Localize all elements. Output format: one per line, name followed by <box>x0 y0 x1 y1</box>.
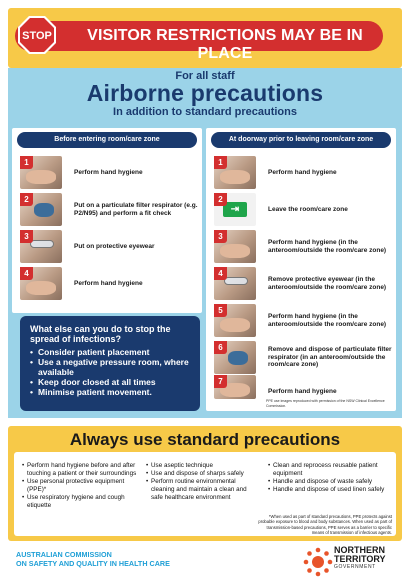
list-item: • Perform routine environmental cleaning and maintain a clean and safe healthcare environment <box>146 478 260 502</box>
step-text: Perform hand hygiene <box>74 279 143 287</box>
list-item: • Handle and dispose of used linen safely <box>268 486 392 494</box>
commission-logo <box>16 551 186 568</box>
step-number: 4 <box>214 267 227 280</box>
step-text: Put on protective eyewear <box>74 242 155 250</box>
ppe-footnote: *When used as part of standard precautions, PPE protects against probable exposure to blood and body substances. When used as part of transmission-based precautions, PPE serves as a barrier to specific means of transmission of infectious agents. <box>258 514 392 535</box>
list-item: • Consider patient placement <box>30 347 190 357</box>
page-title: Airborne precautions <box>86 80 324 106</box>
step-number: 7 <box>214 375 227 388</box>
step-text: Perform hand hygiene (in the anteroom/outside the room/care zone) <box>268 239 387 254</box>
list-item: • Use respiratory hygiene and cough etiquette <box>22 494 140 510</box>
step-number: 3 <box>20 230 33 243</box>
step-number: 5 <box>214 304 227 317</box>
step-text: Remove protective eyewear (in the anteroom/outside the room/care zone) <box>268 276 387 291</box>
list-item: • Clean and reprocess reusable patient equipment <box>268 462 392 478</box>
step-number: 1 <box>20 156 33 169</box>
list-item: • Keep door closed at all times <box>30 377 190 387</box>
step-number: 3 <box>214 230 227 243</box>
nt-line2: TERRITORY <box>334 554 386 564</box>
step-text: Perform hand hygiene <box>268 388 337 396</box>
standard-list-col1 <box>22 462 140 510</box>
stop-sign-text: STOP <box>22 30 52 42</box>
step-text: Perform hand hygiene (in the anteroom/outside the room/care zone) <box>268 313 387 328</box>
list-item: • Minimise patient movement. <box>30 387 190 397</box>
stop-sign-icon <box>17 15 57 55</box>
list-item: • Use aseptic technique <box>146 462 260 470</box>
commission-line1: AUSTRALIAN COMMISSION <box>16 550 112 559</box>
step-number: 6 <box>214 341 227 354</box>
list-item: • Perform hand hygiene before and after touching a patient or their surroundings <box>22 462 140 478</box>
audience-label: For all staff <box>175 70 235 82</box>
step-text: Put on a particulate filter respirator (e.g. P2/N95) and perform a fit check <box>74 202 198 217</box>
exit-icon: ⇥ <box>223 202 247 217</box>
commission-line2: ON SAFETY AND QUALITY IN HEALTH CARE <box>16 558 170 568</box>
nt-line3: GOVERNMENT <box>334 564 376 570</box>
standard-precautions-title: Always use standard precautions <box>69 430 341 449</box>
step-text: Remove and dispose of particulate filter respirator (in an anteroom/outside the room/care zone) <box>268 346 392 369</box>
step-number: 2 <box>214 193 227 206</box>
step-text: Perform hand hygiene <box>268 168 337 176</box>
page-subtitle: In addition to standard precautions <box>113 106 297 118</box>
what-else-box <box>20 316 200 411</box>
banner-title: VISITOR RESTRICTIONS MAY BE IN PLACE <box>87 27 363 62</box>
standard-list-col3 <box>268 462 392 494</box>
list-item: • Use a negative pressure room, where available <box>30 357 190 377</box>
what-else-list <box>30 347 190 397</box>
standard-list-col2 <box>146 462 260 502</box>
nt-government-logo <box>334 546 400 570</box>
step-number: 2 <box>20 193 33 206</box>
step-number: 4 <box>20 267 33 280</box>
list-item: • Handle and dispose of waste safely <box>268 478 392 486</box>
step-text: Leave the room/care zone <box>268 205 348 213</box>
nt-line1: NORTHERN <box>334 545 385 555</box>
right-column-header: At doorway prior to leaving room/care zone <box>211 132 391 148</box>
left-column-header: Before entering room/care zone <box>17 132 197 148</box>
list-item: • Use personal protective equipment (PPE)* <box>22 478 140 494</box>
step-number: 1 <box>214 156 227 169</box>
nt-government-icon <box>303 547 333 577</box>
list-item: • Use and dispose of sharps safely <box>146 470 260 478</box>
step-text: Perform hand hygiene <box>74 168 143 176</box>
what-else-title: What else can you do to stop the spread of infections? <box>30 324 171 344</box>
image-credit: PPE use images reproduced with permission of the NSW Clinical Excellence Commission. <box>266 399 385 408</box>
